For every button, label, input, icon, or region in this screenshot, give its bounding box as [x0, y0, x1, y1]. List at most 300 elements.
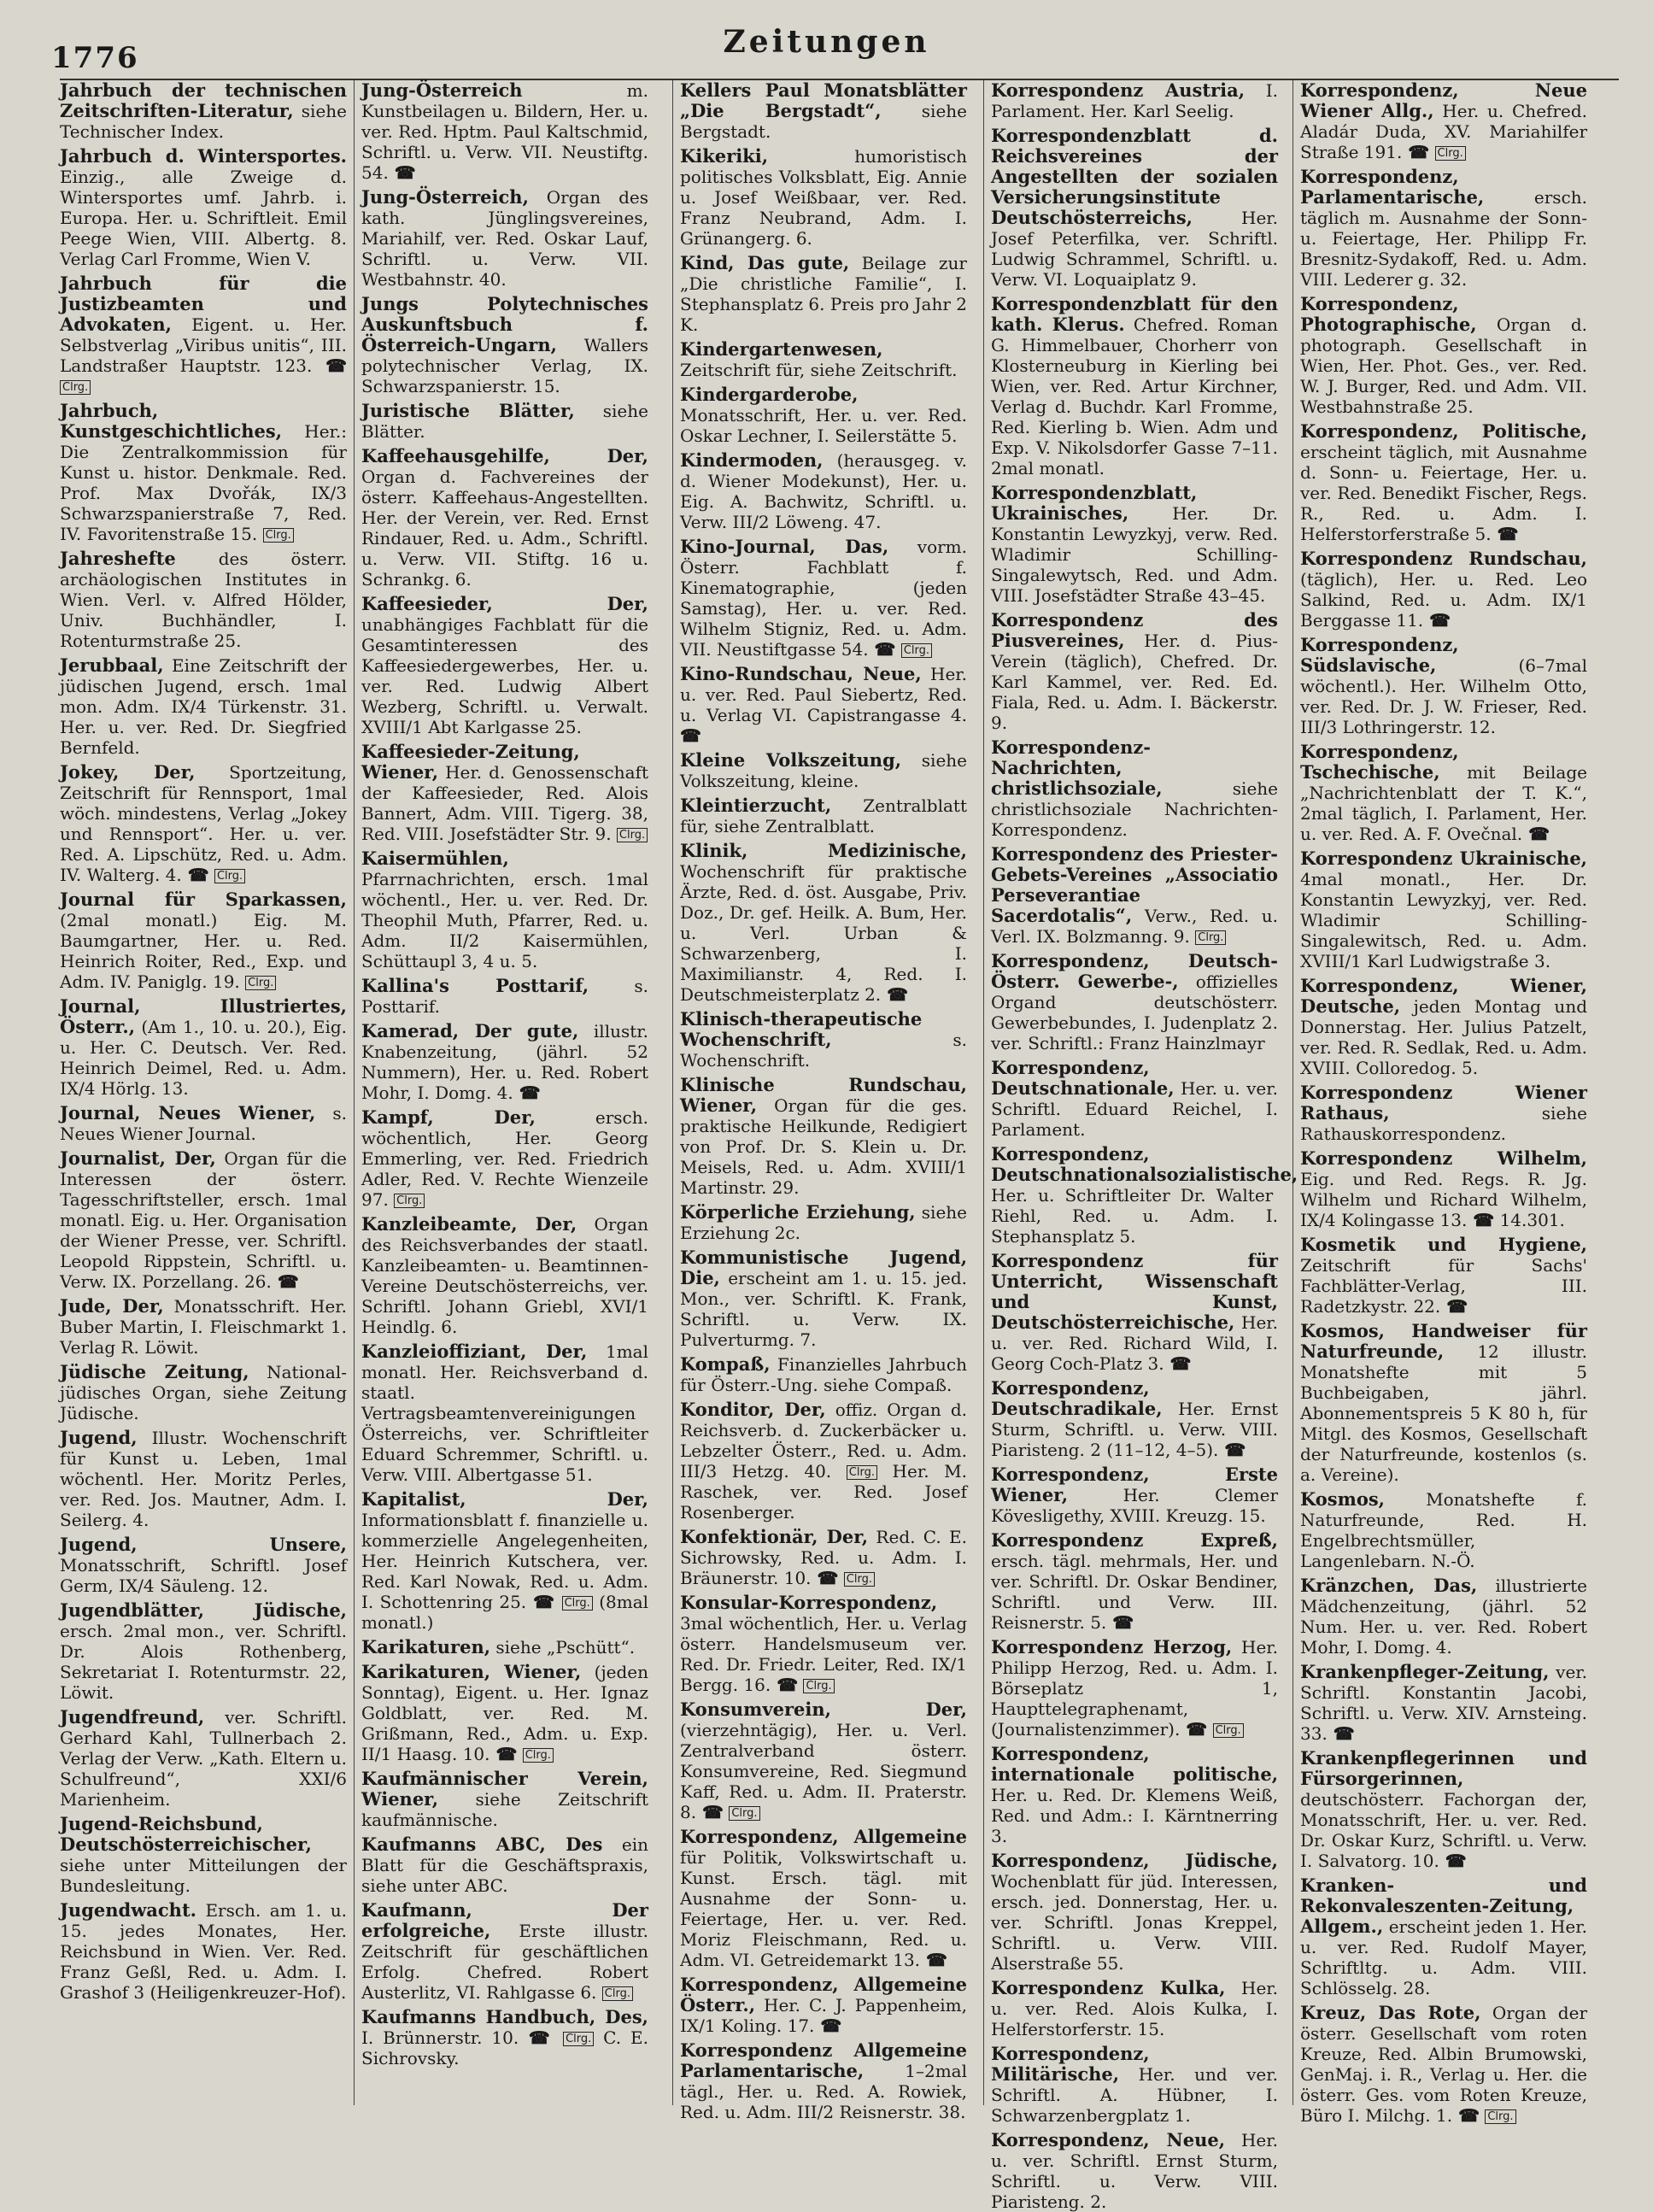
- clearing-badge: Clrg.: [523, 1748, 554, 1763]
- directory-entry: [361, 1341, 648, 1485]
- directory-entry: [361, 1489, 648, 1633]
- entry-text: Informationsblatt f. finanzielle u. kommerzielle Angelegenheiten, Her. Heinrich Kutschera, ver. Red. Karl Nowak, Red. u. Adm. I. Schottenring 25.: [361, 1510, 648, 1612]
- entry-extra-text: C. E. Sichrovsky.: [361, 2027, 648, 2068]
- entry-headword: Karikaturen,: [361, 1636, 491, 1658]
- directory-entry: [991, 610, 1278, 733]
- directory-entry: [1300, 635, 1587, 737]
- entry-text: Zeitschrift für Sachs' Fachblätter-Verlag, III. Radetzkystr. 22.: [1300, 1255, 1587, 1317]
- directory-entry: [60, 889, 347, 992]
- entry-text: Her.: Die Zentralkommission für Kunst u. histor. Denkmale. Red. Prof. Max Dvořák, IX/3 Schwarzspanierstraße 7, Red. IV. Favoritenstraße 15.: [60, 421, 347, 544]
- entry-text: 3mal wöchentlich, Her. u. Verlag österr. Handelsmuseum ver. Red. Dr. Friedr. Leiter, Red. IX/1 Bergg. 16.: [680, 1613, 967, 1695]
- telephone-icon: ☎: [181, 865, 209, 885]
- telephone-icon: ☎: [811, 1568, 839, 1588]
- entry-text: jeden Montag und Donnerstag. Her. Julius Patzelt, ver. Red. R. Sedlak, Red. u. Adm. XVIII. Colloredog. 5.: [1300, 996, 1587, 1078]
- telephone-icon: ☎: [920, 1950, 947, 1970]
- entry-text: Organ für die ges. praktische Heilkunde, Redigiert von Prof. Dr. S. Klein u. Dr. Meisels, Red. u. Adm. XVIII/1 Martinstr. 29.: [680, 1095, 967, 1198]
- entry-text: s. Neues Wiener Journal.: [60, 1103, 347, 1144]
- entry-headword: Kindergarderobe,: [680, 384, 859, 405]
- directory-entry: [60, 1600, 347, 1703]
- entry-text: Ersch. am 1. u. 15. jedes Monates, Her. Reichsbund in Wien. Ver. Red. Franz Geßl, Red. u. Adm. I. Grashof 3 (Heiligenkreuzer-Hof).: [60, 1900, 347, 2003]
- directory-entry: [680, 1699, 967, 1822]
- entry-headword: Korrespondenz, Photographische,: [1300, 293, 1477, 335]
- entry-text: Organ der österr. Gesellschaft vom roten Kreuze, Red. Albin Brumowski, GenMaj. i. R., Verlag u. Her. die österr. Ges. vom Roten Kreuze, Büro I. Milchg. 1.: [1300, 2003, 1588, 2126]
- directory-entry: [361, 80, 648, 183]
- telephone-icon: ☎: [1327, 1723, 1355, 1744]
- entry-text: Eine Zeitschrift der jüdischen Jugend, ersch. 1mal mon. Adm. IX/4 Türkenstr. 31. Her. u. ver. Red. Dr. Siegfried Bernfeld.: [60, 655, 347, 758]
- telephone-icon: ☎: [1439, 1851, 1467, 1871]
- entry-text: (6–7mal wöchentl.). Her. Wilhelm Otto, ver. Red. Dr. J. W. Frieser, Red. III/3 Lothringerstr. 12.: [1300, 655, 1587, 737]
- directory-entry: [991, 126, 1278, 290]
- directory-entry: [991, 1251, 1278, 1374]
- directory-entry: [991, 294, 1278, 478]
- entry-headword: Konsumverein, Der,: [680, 1699, 967, 1720]
- entry-text: I. Parlament. Her. Karl Seelig.: [991, 80, 1278, 121]
- telephone-icon: ☎: [1402, 142, 1430, 162]
- entry-text: Her. u. ver. Red. Alois Kulka, I. Helferstorferstr. 15.: [991, 1978, 1279, 2039]
- entry-text: siehe „Pschütt“.: [490, 1637, 636, 1658]
- entry-text: Eig. und Red. Regs. R. Jg. Wilhelm und Richard Wilhelm, IX/4 Kolingasse 13.: [1300, 1169, 1587, 1230]
- directory-entry: [361, 187, 648, 290]
- entry-headword: Kino-Rundschau, Neue,: [680, 663, 922, 684]
- directory-entry: [60, 80, 347, 142]
- entry-text: Wochenblatt für jüd. Interessen, ersch. jed. Donnerstag, Her. u. ver. Schriftl. Jonas Kreppel, Schriftl. u. Verw. VIII. Alserstraße 55.: [991, 1871, 1278, 1974]
- directory-entry: [361, 742, 648, 844]
- entry-headword: Juristische Blätter,: [361, 400, 575, 421]
- entry-text: Organ des kath. Jünglingsvereines, Mariahilf, ver. Red. Oskar Lauf, Schriftl. u. Verw. VII. Westbahnstr. 40.: [361, 187, 648, 290]
- column-divider: [672, 80, 673, 2105]
- entry-text: ersch. 2mal mon., ver. Schriftl. Dr. Alois Rothenberg, Sekretariat I. Rotenturmstr. 22, Löwit.: [60, 1621, 347, 1703]
- directory-entry: [991, 483, 1278, 606]
- clearing-badge: Clrg.: [602, 1986, 633, 2001]
- entry-text: m. Kunstbeilagen u. Bildern, Her. u. ver. Red. Hptm. Paul Kaltschmid, Schriftl. u. Verw. VII. Neustiftg. 54.: [361, 80, 648, 183]
- directory-entry: [991, 737, 1278, 840]
- directory-entry: [1300, 421, 1587, 544]
- entry-text: (täglich), Her. u. Red. Leo Salkind, Red. u. Adm. IX/1 Berggasse 11.: [1300, 569, 1587, 631]
- entry-headword: Klinische Rundschau, Wiener,: [680, 1074, 967, 1116]
- directory-entry: [361, 446, 648, 590]
- entry-headword: Jahreshefte: [60, 548, 176, 569]
- entry-headword: Kommunistische Jugend, Die,: [680, 1247, 967, 1288]
- clearing-badge: Clrg.: [245, 976, 276, 990]
- entry-headword: Kränzchen, Das,: [1300, 1575, 1478, 1596]
- entry-headword: Kampf, Der,: [361, 1106, 536, 1128]
- directory-entry: [361, 1107, 648, 1210]
- entry-text: Her. d. Genossenschaft der Kaffeesieder, Red. Alois Bannert, Adm. VIII. Tigerg. 38, Red. VIII. Josefstädter Str. 9.: [361, 762, 648, 844]
- entry-headword: Kindermoden,: [680, 449, 824, 471]
- entry-text: (2mal monatl.) Eig. M. Baumgartner, Her. u. Red. Heinrich Roiter, Red., Exp. und Adm. IV. Paniglg. 19.: [60, 910, 347, 992]
- directory-entry: [60, 996, 347, 1099]
- entry-headword: Korrespondenz, Deutsch-Österr. Gewerbe-,: [991, 950, 1278, 992]
- column-1: [60, 80, 347, 2097]
- directory-entry: [1300, 80, 1587, 162]
- entry-headword: Jung-Österreich,: [361, 186, 529, 208]
- directory-entry: [361, 976, 648, 1017]
- directory-entry: [361, 1021, 648, 1103]
- directory-entry: [991, 951, 1278, 1053]
- entry-text: Finanzielles Jahrbuch für Österr.-Ung. siehe Compaß.: [680, 1354, 967, 1395]
- clearing-badge: Clrg.: [562, 1596, 593, 1611]
- entry-text: Beilage zur „Die christliche Familie“, I. Stephansplatz 6. Preis pro Jahr 2 K.: [680, 253, 967, 335]
- clearing-badge: Clrg.: [1213, 1723, 1244, 1738]
- directory-entry: [60, 1296, 347, 1358]
- entry-headword: Korrespondenz, Südslavische,: [1300, 634, 1459, 676]
- directory-entry: [60, 1148, 347, 1292]
- telephone-icon: ☎: [1423, 610, 1451, 631]
- telephone-icon: ☎: [312, 355, 347, 376]
- entry-text: ein Blatt für die Geschäftspraxis, siehe unter ABC.: [361, 1834, 648, 1896]
- column-3: [680, 79, 967, 2122]
- directory-entry: [60, 1428, 347, 1530]
- directory-entry: [361, 401, 648, 442]
- entry-text: Verw., Red. u. Verl. IX. Bolzmanng. 9.: [991, 906, 1278, 947]
- entry-text: Her. u. ver. Red. Paul Siebertz, Red. u. Verlag VI. Capistrangasse 4.: [680, 664, 967, 725]
- telephone-icon: ☎: [1180, 1719, 1208, 1740]
- entry-text: Her. u. Red. Dr. Klemens Weiß, Red. und Adm.: I. Kärntnerring 3.: [991, 1785, 1278, 1846]
- entry-headword: Klinisch-therapeutische Wochenschrift,: [680, 1008, 923, 1050]
- telephone-icon: ☎: [1452, 2105, 1480, 2126]
- entry-headword: Korrespondenz Wilhelm,: [1300, 1147, 1587, 1169]
- entry-headword: Korrespondenz, Deutschradikale,: [991, 1377, 1163, 1419]
- directory-entry: [1300, 976, 1587, 1078]
- entry-headword: Journal für Sparkassen,: [60, 889, 347, 910]
- entry-text: I. Brünnerstr. 10.: [361, 2027, 519, 2048]
- directory-entry: [991, 1637, 1278, 1740]
- entry-text: 1mal monatl. Her. Reichsverband d. staatl. Vertragsbeamtenvereinigungen Österreichs, ver. Schriftleiter Eduard Schremmer, Schriftl. u. Verw. VIII. Albertgasse 51.: [361, 1341, 648, 1485]
- entry-text: offiz. Organ d. Reichsverb. d. Zuckerbäcker u. Lebzelter Österr., Red. u. Adm. III/3 Hetzg. 40.: [680, 1399, 967, 1482]
- entry-text: 1–2mal tägl., Her. u. Red. A. Rowiek, Red. u. Adm. III/2 Reisnerstr. 38.: [680, 2061, 967, 2122]
- entry-text: Wochenschrift für praktische Ärzte, Red. d. öst. Ausgabe, Priv. Doz., Dr. gef. Heilk. A. Bum, Her. u. Verl. Urban & Schwarzenberg, I. Maximilianstr. 4, Red. I. Deutschmeisterplatz 2.: [680, 861, 967, 1005]
- entry-headword: Krankenpfleger-Zeitung,: [1300, 1661, 1550, 1682]
- directory-entry: [991, 844, 1278, 947]
- entry-text: (vierzehntägig), Her. u. Verl. Zentralverband österr. Konsumvereine, Red. Siegmund Kaff, Red. u. Adm. II. Praterstr. 8.: [680, 1720, 967, 1822]
- entry-text: erscheint jeden 1. Her. u. ver. Red. Rudolf Mayer, Schriftltg. u. Adm. VIII. Schlösselg. 28.: [1300, 1916, 1587, 1998]
- clearing-badge: Clrg.: [563, 2032, 594, 2046]
- directory-entry: [60, 1534, 347, 1596]
- directory-entry: [60, 273, 347, 396]
- entry-text: siehe unter Mitteilungen der Bundesleitung.: [60, 1855, 347, 1896]
- entry-headword: Jokey, Der,: [60, 761, 196, 783]
- telephone-icon: ☎: [1440, 1296, 1468, 1317]
- entry-text: Her. u. ver. Schriftl. Ernst Sturm, Schriftl. u. Verw. VIII. Piaristeng. 2.: [991, 2130, 1278, 2212]
- directory-entry: [680, 795, 967, 836]
- entry-text: ver. Schriftl. Konstantin Jacobi, Schriftl. u. Verw. XIV. Arnsteing. 33.: [1300, 1662, 1587, 1744]
- directory-entry: [680, 841, 967, 1005]
- directory-entry: [680, 1399, 967, 1523]
- entry-headword: Körperliche Erziehung,: [680, 1201, 916, 1223]
- clearing-badge: Clrg.: [803, 1679, 834, 1693]
- entry-text: Organ des Reichsverbandes der staatl. Kanzleibeamten- u. Beamtinnen-Vereine Deutschösterreichs, ver. Schriftl. Johann Griebl, XVI/1 Heindlg. 6.: [361, 1214, 649, 1337]
- entry-text: erscheint am 1. u. 15. jed. Mon., ver. Schriftl. K. Frank, Schriftl. u. Verw. IX. Pulverturmg. 7.: [680, 1268, 967, 1350]
- entry-headword: Korrespondenz des Piusvereines,: [991, 609, 1278, 651]
- entry-headword: Korrespondenz Rundschau,: [1300, 548, 1587, 569]
- entry-text: Sportzeitung, Zeitschrift für Rennsport, 1mal wöch. mindestens, Verlag „Jokey und Rennsport“. Her. u. ver. Red. A. Lipschütz, Red. u. Adm. IV. Walterg. 4.: [60, 762, 348, 885]
- entry-headword: Kindergartenwesen,: [680, 338, 883, 360]
- entry-text: siehe Volkszeitung, kleine.: [680, 750, 967, 791]
- directory-entry: [991, 1464, 1278, 1526]
- entry-text: ersch. tägl. mehrmals, Her. und ver. Schriftl. Dr. Oskar Bendiner, Schriftl. und Verw. III. Reisnerstr. 5.: [991, 1551, 1278, 1633]
- directory-entry: [1300, 1235, 1587, 1317]
- column-2: [361, 80, 648, 2097]
- telephone-icon: ☎: [1491, 524, 1519, 544]
- entry-headword: Korrespondenz, Allgemeine: [680, 1826, 967, 1847]
- directory-entry: [680, 384, 967, 446]
- telephone-icon: ☎: [814, 2015, 842, 2036]
- entry-text: illustr. Knabenzeitung, (jährl. 52 Nummern), Her. u. Red. Robert Mohr, I. Domg. 4.: [361, 1021, 649, 1103]
- telephone-icon: ☎: [513, 1083, 541, 1103]
- directory-entry: [60, 1362, 347, 1423]
- entry-text: des österr. archäologischen Institutes in Wien. Verl. v. Alfred Hölder, Univ. Buchhändler, I. Rotenturmstraße 25.: [60, 549, 347, 651]
- telephone-icon: ☎: [388, 162, 416, 183]
- entry-headword: Kosmos,: [1300, 1488, 1385, 1510]
- entry-headword: Kapitalist, Der,: [361, 1488, 648, 1510]
- directory-entry: [60, 1103, 347, 1144]
- entry-text: Pfarrnachrichten, ersch. 1mal wöchentl., Her. u. ver. Red. Dr. Theophil Muth, Pfarrer, Red. u. Adm. II/2 Kaisermühlen, Schüttaupl 3, 4 u. 5.: [361, 869, 648, 971]
- entry-headword: Kallina's Posttarif,: [361, 975, 589, 996]
- entry-text: ersch. täglich m. Ausnahme der Sonn- u. Feiertage, Her. Philipp Fr. Bresnitz-Sydakoff, Red. u. Adm. VIII. Lederer g. 32.: [1300, 187, 1587, 290]
- entry-headword: Jerubbaal,: [60, 654, 164, 676]
- telephone-icon: ☎: [526, 1592, 556, 1612]
- entry-text: vorm. Österr. Fachblatt f. Kinematographie, (jeden Samstag), Her. u. ver. Red. Wilhelm Stigniz, Red. u. Adm. VII. Neustiftgasse 54.: [680, 537, 967, 660]
- telephone-icon: ☎: [696, 1802, 724, 1822]
- telephone-icon: ☎: [271, 1271, 299, 1292]
- entry-text: siehe Blätter.: [361, 401, 648, 442]
- directory-entry: [1300, 1875, 1587, 1998]
- entry-text: Her. Dr. Konstantin Lewyzkyj, verw. Red. Wladimir Schilling-Singalewytsch, Red. und Adm. VIII. Josefstädter Straße 43–45.: [991, 503, 1278, 606]
- entry-text: National-jüdisches Organ, siehe Zeitung Jüdische.: [60, 1362, 347, 1423]
- entry-headword: Korrespondenz, Allgemeine Österr.,: [680, 1974, 967, 2015]
- entry-headword: Kranken- und Rekonvaleszenten-Zeitung, Allgem.,: [1300, 1875, 1587, 1937]
- column-4: [991, 79, 1298, 2212]
- column-divider: [983, 80, 984, 2105]
- entry-text: Organ für die Interessen der österr. Tagesschriftsteller, ersch. 1mal monatl. Eig. u. Her. Organisation der Wiener Presse, ver. Schriftl. Leopold Rippstein, Schriftl. u. Verw. IX. Porzellang. 26.: [60, 1148, 347, 1292]
- entry-text: s. Wochenschrift.: [680, 1030, 967, 1071]
- telephone-icon: ☎: [519, 2027, 554, 2048]
- entry-text: illustrierte Mädchenzeitung, (jährl. 52 Num. Her. u. ver. Red. Robert Mohr, I. Domg. 4.: [1300, 1575, 1587, 1658]
- directory-entry: [991, 1851, 1278, 1974]
- telephone-icon: ☎: [1467, 1210, 1495, 1230]
- entry-headword: Korrespondenz Herzog,: [991, 1636, 1233, 1658]
- clearing-badge: Clrg.: [1195, 930, 1226, 945]
- entry-headword: Korrespondenz des Priester-Gebets-Vereines „Associatio Perseverantiae Sacerdotalis“,: [991, 843, 1278, 926]
- entry-headword: Jahrbuch für die Justizbeamten und Advokaten,: [60, 273, 347, 335]
- entry-text: Monatsschrift. Her. Buber Martin, I. Fleischmarkt 1. Verlag R. Löwit.: [60, 1296, 347, 1358]
- entry-text: Her. Philipp Herzog, Red. u. Adm. I. Börseplatz 1, Haupttelegraphenamt, (Journalistenzimmer).: [991, 1637, 1279, 1740]
- entry-text: Monatshefte f. Naturfreunde, Red. H. Engelbrechtsmüller, Langenlebarn. N.-Ö.: [1300, 1489, 1587, 1571]
- directory-entry: [991, 80, 1278, 121]
- directory-entry: [1300, 1748, 1587, 1871]
- directory-entry: [680, 1247, 967, 1350]
- entry-headword: Jüdische Zeitung,: [60, 1361, 249, 1382]
- entry-text: Organ d. photograph. Gesellschaft in Wien, Her. Phot. Ges., ver. Red. W. J. Burger, Red. und Adm. VII. Westbahnstraße 25.: [1300, 314, 1587, 417]
- directory-entry: [680, 146, 967, 249]
- entry-extra-text: (8mal monatl.): [361, 1592, 649, 1633]
- clearing-badge: Clrg.: [263, 528, 294, 543]
- directory-entry: [60, 655, 347, 758]
- directory-entry: [361, 594, 648, 737]
- directory-entry: [1300, 549, 1587, 631]
- directory-entry: [60, 1814, 347, 1896]
- entry-headword: Kreuz, Das Rote,: [1300, 2002, 1481, 2023]
- entry-headword: Korrespondenzblatt, Ukrainisches,: [991, 482, 1198, 524]
- directory-entry: [1300, 294, 1587, 417]
- directory-entry: [680, 1827, 967, 1970]
- directory-entry: [991, 1058, 1278, 1140]
- entry-headword: Kaufmanns ABC, Des: [361, 1834, 603, 1855]
- telephone-icon: ☎: [771, 1675, 799, 1695]
- entry-headword: Korrespondenz, Wiener, Deutsche,: [1300, 975, 1587, 1017]
- entry-headword: Korrespondenz, Neue,: [991, 2129, 1226, 2150]
- entry-headword: Korrespondenzblatt für den kath. Klerus.: [991, 293, 1278, 335]
- directory-entry: [680, 1354, 967, 1395]
- directory-entry: [60, 146, 347, 269]
- telephone-icon: ☎: [1164, 1353, 1192, 1374]
- entry-headword: Korrespondenz für Unterricht, Wissenschaft und Kunst, Deutschösterreichische,: [991, 1250, 1278, 1333]
- directory-entry: [1300, 1321, 1587, 1485]
- entry-headword: Kikeriki,: [680, 145, 769, 167]
- entry-text: Wallers polytechnischer Verlag, IX. Schwarzspanierstr. 15.: [361, 335, 648, 396]
- directory-entry: [60, 1707, 347, 1810]
- entry-text: Her. u. ver. Schriftl. Eduard Reichel, I. Parlament.: [991, 1078, 1278, 1140]
- entry-headword: Kanzleibeamte, Der,: [361, 1213, 577, 1235]
- entry-text: Zeitschrift für, siehe Zeitschrift.: [680, 360, 958, 380]
- clearing-badge: Clrg.: [729, 1806, 759, 1821]
- entry-headword: Kaufmännischer Verein, Wiener,: [361, 1768, 648, 1810]
- entry-headword: Jugendfreund,: [60, 1706, 205, 1728]
- directory-entry: [361, 1637, 648, 1658]
- entry-text: offizielles Organd deutschösterr. Gewerbebundes, I. Judenplatz 2. ver. Schriftl.: Franz Hainzlmayr: [991, 971, 1279, 1053]
- entry-text: Her. Ernst Sturm, Schriftl. u. Verw. VIII. Piaristeng. 2 (11–12, 4–5).: [991, 1399, 1278, 1460]
- directory-entry: [1300, 742, 1587, 844]
- column-5: [1300, 79, 1588, 2126]
- directory-entry: [680, 537, 967, 660]
- directory-entry: [1300, 1575, 1587, 1658]
- entry-text: unabhängiges Fachblatt für die Gesamtinteressen des Kaffeesiedergewerbes, Her. u. ver. Red. Ludwig Albert Wezberg, Schriftl. u. Verwalt. XVIII/1 Abt Karlgasse 25.: [361, 614, 648, 737]
- entry-headword: Konsular-Korrespondenz,: [680, 1592, 938, 1613]
- entry-headword: Korrespondenz, internationale politische,: [991, 1743, 1278, 1785]
- entry-text: siehe Rathauskorrespondenz.: [1300, 1103, 1587, 1144]
- directory-entry: [361, 1900, 648, 2003]
- entry-text: Her. Clemer Kövesligethy, XVIII. Kreuzg. 15.: [991, 1485, 1278, 1526]
- entry-headword: Konfektionär, Der,: [680, 1526, 869, 1547]
- entry-text: Monatsschrift, Her. u. ver. Red. Oskar Lechner, I. Seilerstätte 5.: [680, 405, 967, 446]
- entry-headword: Korrespondenz, Politische,: [1300, 420, 1587, 442]
- entry-headword: Kamerad, Der gute,: [361, 1020, 579, 1041]
- entry-headword: Jahrbuch d. Wintersportes.: [60, 145, 347, 167]
- entry-text: mit Beilage „Nachrichtenblatt der T. K.“, 2mal täglich, I. Parlament, Her. u. ver. Red. A. F. Ovečnal.: [1300, 762, 1587, 844]
- entry-text: Organ d. Fachvereines der österr. Kaffeehaus-Angestellten. Her. der Verein, ver. Red. Ernst Rindauer, Red. u. Adm., Schriftl. u. Verw. VII. Stiftg. 16 u. Schrankg. 6.: [361, 466, 648, 590]
- directory-entry: [1300, 1489, 1587, 1571]
- entry-headword: Jungs Polytechnisches Auskunftsbuch f. Österreich-Ungarn,: [361, 293, 648, 355]
- directory-entry: [680, 339, 967, 380]
- directory-entry: [991, 1530, 1278, 1633]
- page-title: Zeitungen: [723, 24, 930, 60]
- entry-headword: Korrespondenz, Jüdische,: [991, 1850, 1278, 1871]
- clearing-badge: Clrg.: [844, 1572, 875, 1587]
- entry-headword: Jugend, Unsere,: [60, 1534, 347, 1555]
- directory-entry: [680, 1202, 967, 1243]
- entry-text: siehe Technischer Index.: [60, 101, 347, 142]
- directory-entry: [1300, 2003, 1587, 2126]
- entry-text: s. Posttarif.: [361, 976, 649, 1017]
- entry-headword: Jugendblätter, Jüdische,: [60, 1599, 347, 1621]
- entry-text: Her. C. J. Pappenheim, IX/1 Koling. 17.: [680, 1995, 967, 2036]
- clearing-badge: Clrg.: [60, 380, 91, 395]
- entry-headword: Kanzleioffiziant, Der,: [361, 1341, 588, 1362]
- entry-headword: Korrespondenz Wiener Rathaus,: [1300, 1082, 1587, 1124]
- entry-text: Red. C. E. Sichrowsky, Red. u. Adm. I. Bräunerstr. 10.: [680, 1527, 967, 1588]
- entry-text: humoristisch politisches Volksblatt, Eig. Annie u. Josef Weißbaar, ver. Red. Franz Neubrand, Adm. I. Grünangerg. 6.: [680, 146, 967, 249]
- directory-entry: [361, 294, 648, 396]
- entry-text: siehe Zeitschrift kaufmännische.: [361, 1789, 648, 1830]
- directory-entry: [680, 1974, 967, 2036]
- directory-entry: [1300, 1148, 1587, 1230]
- entry-headword: Jahrbuch, Kunstgeschichtliches,: [60, 400, 283, 442]
- clearing-badge: Clrg.: [214, 869, 245, 883]
- entry-headword: Jugendwacht.: [60, 1899, 196, 1921]
- directory-entry: [680, 253, 967, 335]
- directory-entry: [680, 664, 967, 746]
- entry-headword: Korrespondenz, Erste Wiener,: [991, 1464, 1278, 1505]
- directory-entry: [991, 2130, 1278, 2212]
- entry-headword: Korrespondenz-Nachrichten, christlichsoziale,: [991, 736, 1163, 799]
- entry-text: siehe christlichsoziale Nachrichten-Korrespondenz.: [991, 778, 1278, 840]
- directory-entry: [680, 450, 967, 532]
- entry-headword: Jahrbuch der technischen Zeitschriften-Literatur,: [60, 79, 347, 121]
- entry-headword: Kind, Das gute,: [680, 252, 850, 273]
- telephone-icon: ☎: [1106, 1612, 1134, 1633]
- entry-text: siehe Bergstadt.: [680, 101, 967, 142]
- clearing-badge: Clrg.: [847, 1465, 877, 1480]
- directory-entry: [60, 401, 347, 544]
- entry-headword: Journalist, Der,: [60, 1147, 216, 1169]
- entry-text: deutschösterr. Fachorgan der, Monatsschrift, Her. u. ver. Red. Dr. Oskar Kurz, Schriftl. u. Verw. I. Salvatorg. 10.: [1300, 1789, 1587, 1871]
- telephone-icon: ☎: [868, 639, 896, 660]
- directory-entry: [361, 1214, 648, 1337]
- directory-entry: [991, 1143, 1298, 1247]
- directory-entry: [60, 549, 347, 651]
- entry-headword: Kaffeesieder, Der,: [361, 593, 648, 614]
- directory-entry: [361, 848, 648, 971]
- telephone-icon: ☎: [881, 984, 909, 1005]
- entry-text: Chefred. Roman G. Himmelbauer, Chorherr von Klosterneuburg in Kierling bei Wien, ver. Red. Artur Kirchner, Verlag d. Buchdr. Karl Fromme, Red. Kierling b. Wien. Adm und Exp. V. Nikolsdorfer Gasse 7–11. 2mal monatl.: [991, 314, 1278, 478]
- entry-headword: Kompaß,: [680, 1353, 771, 1375]
- directory-entry: [1300, 1662, 1587, 1744]
- directory-entry: [60, 762, 347, 885]
- entry-headword: Karikaturen, Wiener,: [361, 1661, 582, 1682]
- entry-text: Erste illustr. Zeitschrift für geschäftlichen Erfolg. Chefred. Robert Austerlitz, VI. Rahlgasse 6.: [361, 1921, 648, 2003]
- entry-text: erscheint täglich, mit Ausnahme d. Sonn- u. Feiertage, Her. u. ver. Red. Benedikt Fischer, Regs. R., Red. u. Adm. I. Helferstorferstraße 5.: [1300, 442, 1587, 544]
- entry-headword: Korrespondenz Kulka,: [991, 1977, 1226, 1998]
- clearing-badge: Clrg.: [1485, 2109, 1515, 2124]
- entry-headword: Korrespondenz, Deutschnationalsozialistische,: [991, 1143, 1298, 1185]
- entry-text: Illustr. Wochenschrift für Kunst u. Leben, 1mal wöchentl. Her. Moritz Perles, ver. Red. Jos. Mautner, Adm. I. Seilerg. 4.: [60, 1428, 347, 1530]
- entry-headword: Korrespondenzblatt d. Reichsvereines der Angestellten der sozialen Versicherungsinstitute Deutschösterreichs,: [991, 125, 1278, 228]
- directory-entry: [60, 1900, 347, 2003]
- telephone-icon: ☎: [1218, 1440, 1246, 1460]
- entry-text: Her. Josef Peterfilka, ver. Schriftl. Ludwig Schrammel, Schriftl. u. Verw. VI. Loquaiplatz 9.: [991, 208, 1278, 290]
- column-divider: [354, 80, 355, 2105]
- entry-headword: Korrespondenz Austria,: [991, 79, 1246, 101]
- directory-entry: [361, 1834, 648, 1896]
- entry-headword: Kaisermühlen,: [361, 848, 509, 869]
- entry-headword: Korrespondenz, Parlamentarische,: [1300, 166, 1485, 208]
- entry-headword: Korrespondenz, Militärische,: [991, 2043, 1150, 2085]
- entry-headword: Klinik, Medizinische,: [680, 840, 967, 861]
- entry-text: Zentralblatt für, siehe Zentralblatt.: [680, 795, 967, 836]
- entry-extra-text: Her. M. Raschek, ver. Red. Josef Rosenberger.: [680, 1461, 967, 1523]
- clearing-badge: Clrg.: [1435, 146, 1466, 161]
- entry-headword: Kleine Volkszeitung,: [680, 749, 902, 771]
